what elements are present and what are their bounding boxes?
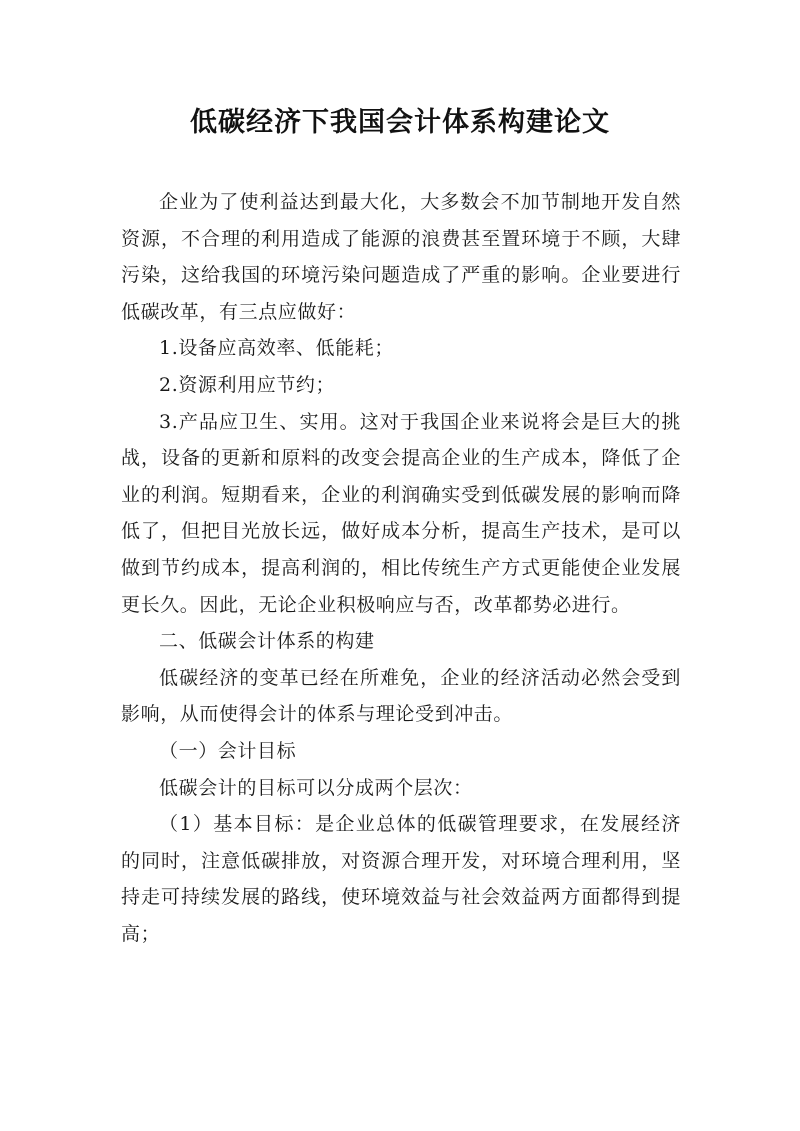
paragraph-item-1: 1.设备应高效率、低能耗； [159, 337, 394, 360]
document-title: 低碳经济下我国会计体系构建论文 [190, 107, 610, 138]
paragraph-item-2: 2.资源利用应节约； [159, 373, 336, 396]
paragraph-intro: 企业为了使利益达到最大化，大多数会不加节制地开发自然资源，不合理的利用造成了能源的浪费甚至置环境于不顾，大肆污染，这给我国的环境污染问题造成了严重的影响。企业要进行低碳改革，有三点应做好： [121, 191, 681, 323]
subsection-heading: （一）会计目标 [159, 739, 297, 762]
paragraph-section-intro: 低碳经济的变革已经在所难免，企业的经济活动必然会受到影响，从而使得会计的体系与理论受到冲击。 [121, 666, 681, 726]
document-body [121, 184, 681, 952]
paragraph-item-3: 3.产品应卫生、实用。这对于我国企业来说将会是巨大的挑战，设备的更新和原料的改变会提高企业的生产成本，降低了企业的利润。短期看来，企业的利润确实受到低碳发展的影响而降低了，但把目光放长远，做好成本分析，提高生产技术，是可以做到节约成本，提高利润的，相比传统生产方式更能使企业发展更长久。因此，无论企业积极响应与否，改革都势必进行。 [121, 410, 681, 616]
paragraph-goal-levels: 低碳会计的目标可以分成两个层次： [159, 776, 473, 799]
section-heading: 二、低碳会计体系的构建 [159, 630, 375, 653]
paragraph-basic-goal: （1）基本目标：是企业总体的低碳管理要求，在发展经济的同时，注意低碳排放，对资源合理开发，对环境合理利用，坚持走可持续发展的路线，使环境效益与社会效益两方面都得到提高； [121, 813, 681, 945]
